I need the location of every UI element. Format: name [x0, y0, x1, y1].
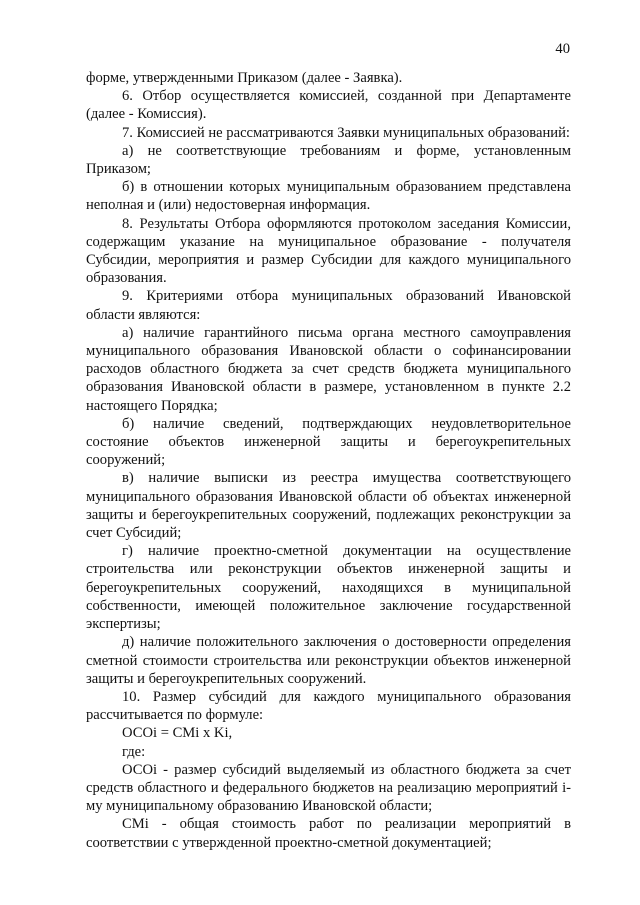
paragraph-8-results: 8. Результаты Отбора оформляются протоколом заседания Комиссии, содержащим указание на муниципальное образование - получателя Субсидии, мероприятия и размер Субсидии для каждого муниципального образования. [86, 215, 571, 287]
formula-definition-cm: СМi - общая стоимость работ по реализации мероприятий в соответствии с утвержденной проектно-сметной документацией; [86, 816, 571, 851]
paragraph-9-criteria: 9. Критериями отбора муниципальных образований Ивановской области являются: [86, 288, 571, 323]
paragraph-7b: б) в отношении которых муниципальным образованием представлена неполная и (или) недостоверная информация. [86, 179, 571, 214]
paragraph-form-continuation: форме, утвержденными Приказом (далее - Заявка). [86, 70, 403, 86]
paragraph-7a: а) не соответствующие требованиям и форме, установленным Приказом; [86, 142, 571, 178]
paragraph-10-subsidy-size: 10. Размер субсидий для каждого муниципального образования рассчитывается по формуле: [86, 688, 571, 724]
paragraph-9b: б) наличие сведений, подтверждающих неудовлетворительное состояние объектов инженерной защиты и берегоукрепительных сооружений; [86, 415, 571, 469]
page-number: 40 [555, 41, 570, 57]
formula-where: где: [122, 743, 146, 760]
document-body [86, 69, 571, 852]
formula-definition-oco: ОСОi - размер субсидий выделяемый из областного бюджета за счет средств областного и федерального бюджетов на реализацию мероприятий i-му муниципальному образованию Ивановской области; [86, 761, 571, 815]
paragraph-6-selection-commission: 6. Отбор осуществляется комиссией, созданной при Департаменте (далее - Комиссия). [86, 88, 571, 123]
paragraph-9d: г) наличие проектно-сметной документации на осуществление строительства или реконструкции объектов инженерной защиты и берегоукрепительных сооружений, находящихся в муниципальной собственности, имеющей положительное заключение государственной экспертизы; [86, 543, 571, 633]
paragraph-9c: в) наличие выписки из реестра имущества соответствующего муниципального образования Ивановской области об объектах инженерной защиты и берегоукрепительных сооружений, подлежащих реконструкции за счет Субсидий; [86, 470, 571, 542]
paragraph-9e: д) наличие положительного заключения о достоверности определения сметной стоимости строительства или реконструкции объектов инженерной защиты и берегоукрепительных сооружений. [86, 634, 571, 687]
paragraph-7-rejected-applications: 7. Комиссией не рассматриваются Заявки муниципальных образований: [122, 124, 570, 141]
paragraph-9a: а) наличие гарантийного письма органа местного самоуправления муниципального образования Ивановской области о софинансировании расходов областного бюджета за счет средств бюджета муниципального образования Ивановской области в размере, установленном в пункте 2.2 настоящего Порядка; [86, 324, 571, 414]
formula: ОСОi = СМi x Ki, [122, 725, 233, 742]
